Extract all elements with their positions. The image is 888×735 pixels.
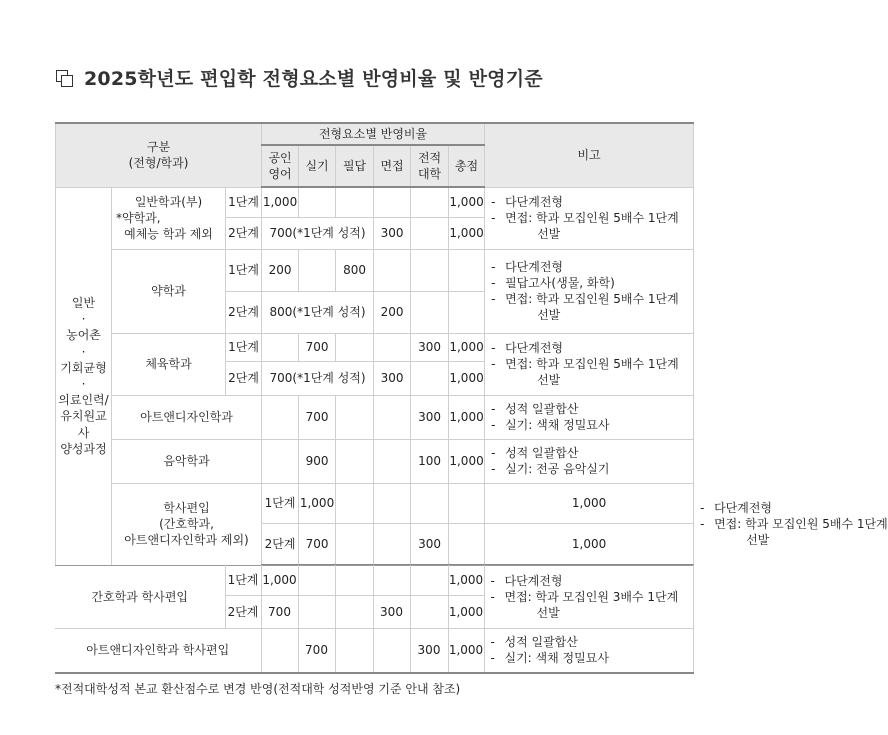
stage-label: 2단계 [226,361,262,395]
stage-label: 1단계 [226,249,262,291]
cell-previous: 300 [411,395,449,439]
cell-total: 1,000 [485,523,694,565]
note-nursing: - 다단계전형 - 면접: 학과 모집인원 3배수 1단계 선발 [484,566,693,629]
header-col-previous: 전적 대학 [411,145,449,187]
category-main-line: · [81,312,86,327]
row-label-bachelor: 학사편입 (간호학과, 아트앤디자인학과 제외) [112,483,262,565]
cell-interview: 300 [373,596,410,629]
category-main-line: 기회균형 [60,360,107,375]
cell-total: 1,000 [449,361,485,395]
category-main-line: 농어촌 [66,328,101,343]
cell-english: 1,000 [262,187,299,217]
category-main-line: 의료인력/ [58,393,109,408]
ratio-table-lower [55,565,694,674]
cell-total: 1,000 [449,217,485,249]
cell-interview: 200 [374,291,411,333]
category-main-line: · [81,377,86,391]
stage-label: 1단계 [226,333,262,361]
stage-label: 2단계 [226,217,262,249]
cell-written: 800 [336,249,374,291]
row-label-artdesign-bachelor: 아트앤디자인학과 학사편입 [55,629,261,673]
cell-practical: 900 [299,439,336,483]
cell-total: 1,000 [448,566,484,596]
cell-interview: 300 [411,523,449,565]
category-main-line: 유치원교사 [60,409,107,440]
stage-label: 1단계 [225,566,261,596]
ratio-table: 구분 (전형/학과) 전형요소별 반영비율 비고 공인 영어 실기 필답 면접 전적 대학 총점 일반 · 농어촌 · 기회균형 · 의료인력/ 유치원교사 양성과정 일반학과(부) *약학과, 예체능 학과 제외 1단계 1,000 1,000 - 다단계전형 - 면접: 학과 모집인원 5배수 1단계 선발 2단계 700(*1단계 성적) 300 1,000 약학과 1단계 200 800 - 다단계전형 - 필답고사(생물, 화학) - 면접: 학과 모집인원 5배수 1단계 선발 2단계 800(*1단계 성적) 200 체육학과 1단계 700 300 1,000 - 다단계전형 - 면접: 학과 모집인원 5배수 1단계 선발 2단계 700(*1단계 성적) 300 1,000 아트앤디자인학과 700 300 1,000 - 성적 일괄합산 - 실기: 색채 정밀묘사 음악학과 900 100 1,000 - 성적 일괄합산 - 실기: 전공 음악실기 학사편입 (간호학과, 아트앤디자인학과 제외) 1단계 1,000 1,000 - 다단계전형 - 면접: 학과 모집인원 5배수 1단계 선발 2단계 700 300 1,000 [55,122,694,566]
cell-interview: 300 [374,217,411,249]
cell-total: 1,000 [449,439,485,483]
header-col-practical: 실기 [299,145,336,187]
cell-total: 1,000 [485,483,694,523]
cell-english: 700 [299,523,336,565]
footnote: *전적대학성적 본교 환산점수로 변경 반영(전적대학 성적반영 기준 안내 참조) [55,682,461,696]
section-square-icon [56,70,72,86]
cell-practical: 700 [299,395,336,439]
category-main-line: 일반 [71,296,96,311]
stage-label: 1단계 [226,187,262,217]
cell-total: 1,000 [448,596,484,629]
note-artdesign: - 성적 일괄합산 - 실기: 색채 정밀묘사 [485,395,694,439]
cell-total: 1,000 [449,187,485,217]
stage-label: 2단계 [225,596,261,629]
header-remarks: 비고 [485,123,694,187]
cell-english: 1,000 [299,483,336,523]
header-division: 구분 (전형/학과) [56,123,262,187]
title-text: 2025학년도 편입학 전형요소별 반영비율 및 반영기준 [84,68,543,90]
cell-english-prev: 700(*1단계 성적) [262,217,374,249]
cell-total: 1,000 [449,333,485,361]
row-label-pharmacy: 약학과 [112,249,226,333]
header-ratio-group: 전형요소별 반영비율 [262,123,485,145]
note-pe: - 다단계전형 - 면접: 학과 모집인원 5배수 1단계 선발 [485,333,694,395]
cell-previous: 300 [411,333,449,361]
cell-english: 700 [261,596,298,629]
header-col-total: 총점 [449,145,485,187]
note-music: - 성적 일괄합산 - 실기: 전공 음악실기 [485,439,694,483]
header-col-interview: 면접 [374,145,411,187]
row-label-general: 일반학과(부) *약학과, 예체능 학과 제외 [112,187,226,249]
category-main-line: · [81,344,86,359]
cell-previous: 100 [411,439,449,483]
page-title [56,64,543,91]
row-label-pe: 체육학과 [112,333,226,395]
stage-label: 1단계 [262,483,299,523]
cell-total: 1,000 [449,395,485,439]
cell-practical: 700 [299,333,336,361]
cell-total: 1,000 [448,629,484,673]
stage-label: 2단계 [262,523,299,565]
cell-previous: 300 [410,629,448,673]
note-pharmacy: - 다단계전형 - 필답고사(생물, 화학) - 면접: 학과 모집인원 5배수 1단계 선발 [485,249,694,333]
cell-english-prev: 800(*1단계 성적) [262,291,374,333]
header-col-written: 필답 [336,145,374,187]
row-label-artdesign: 아트앤디자인학과 [112,395,262,439]
header-col-english: 공인 영어 [262,145,299,187]
cell-practical: 700 [298,629,335,673]
cell-english: 1,000 [261,566,298,596]
category-main [56,187,112,565]
note-general: - 다단계전형 - 면접: 학과 모집인원 5배수 1단계 선발 [485,187,694,249]
row-label-nursing: 간호학과 학사편입 [55,566,225,629]
cell-english-prev: 700(*1단계 성적) [262,361,374,395]
note-artdesign-bachelor: - 성적 일괄합산 - 실기: 색채 정밀묘사 [484,629,693,673]
row-label-music: 음악학과 [112,439,262,483]
stage-label: 2단계 [226,291,262,333]
cell-english: 200 [262,249,299,291]
category-main-line: 양성과정 [60,441,107,456]
cell-interview: 300 [374,361,411,395]
